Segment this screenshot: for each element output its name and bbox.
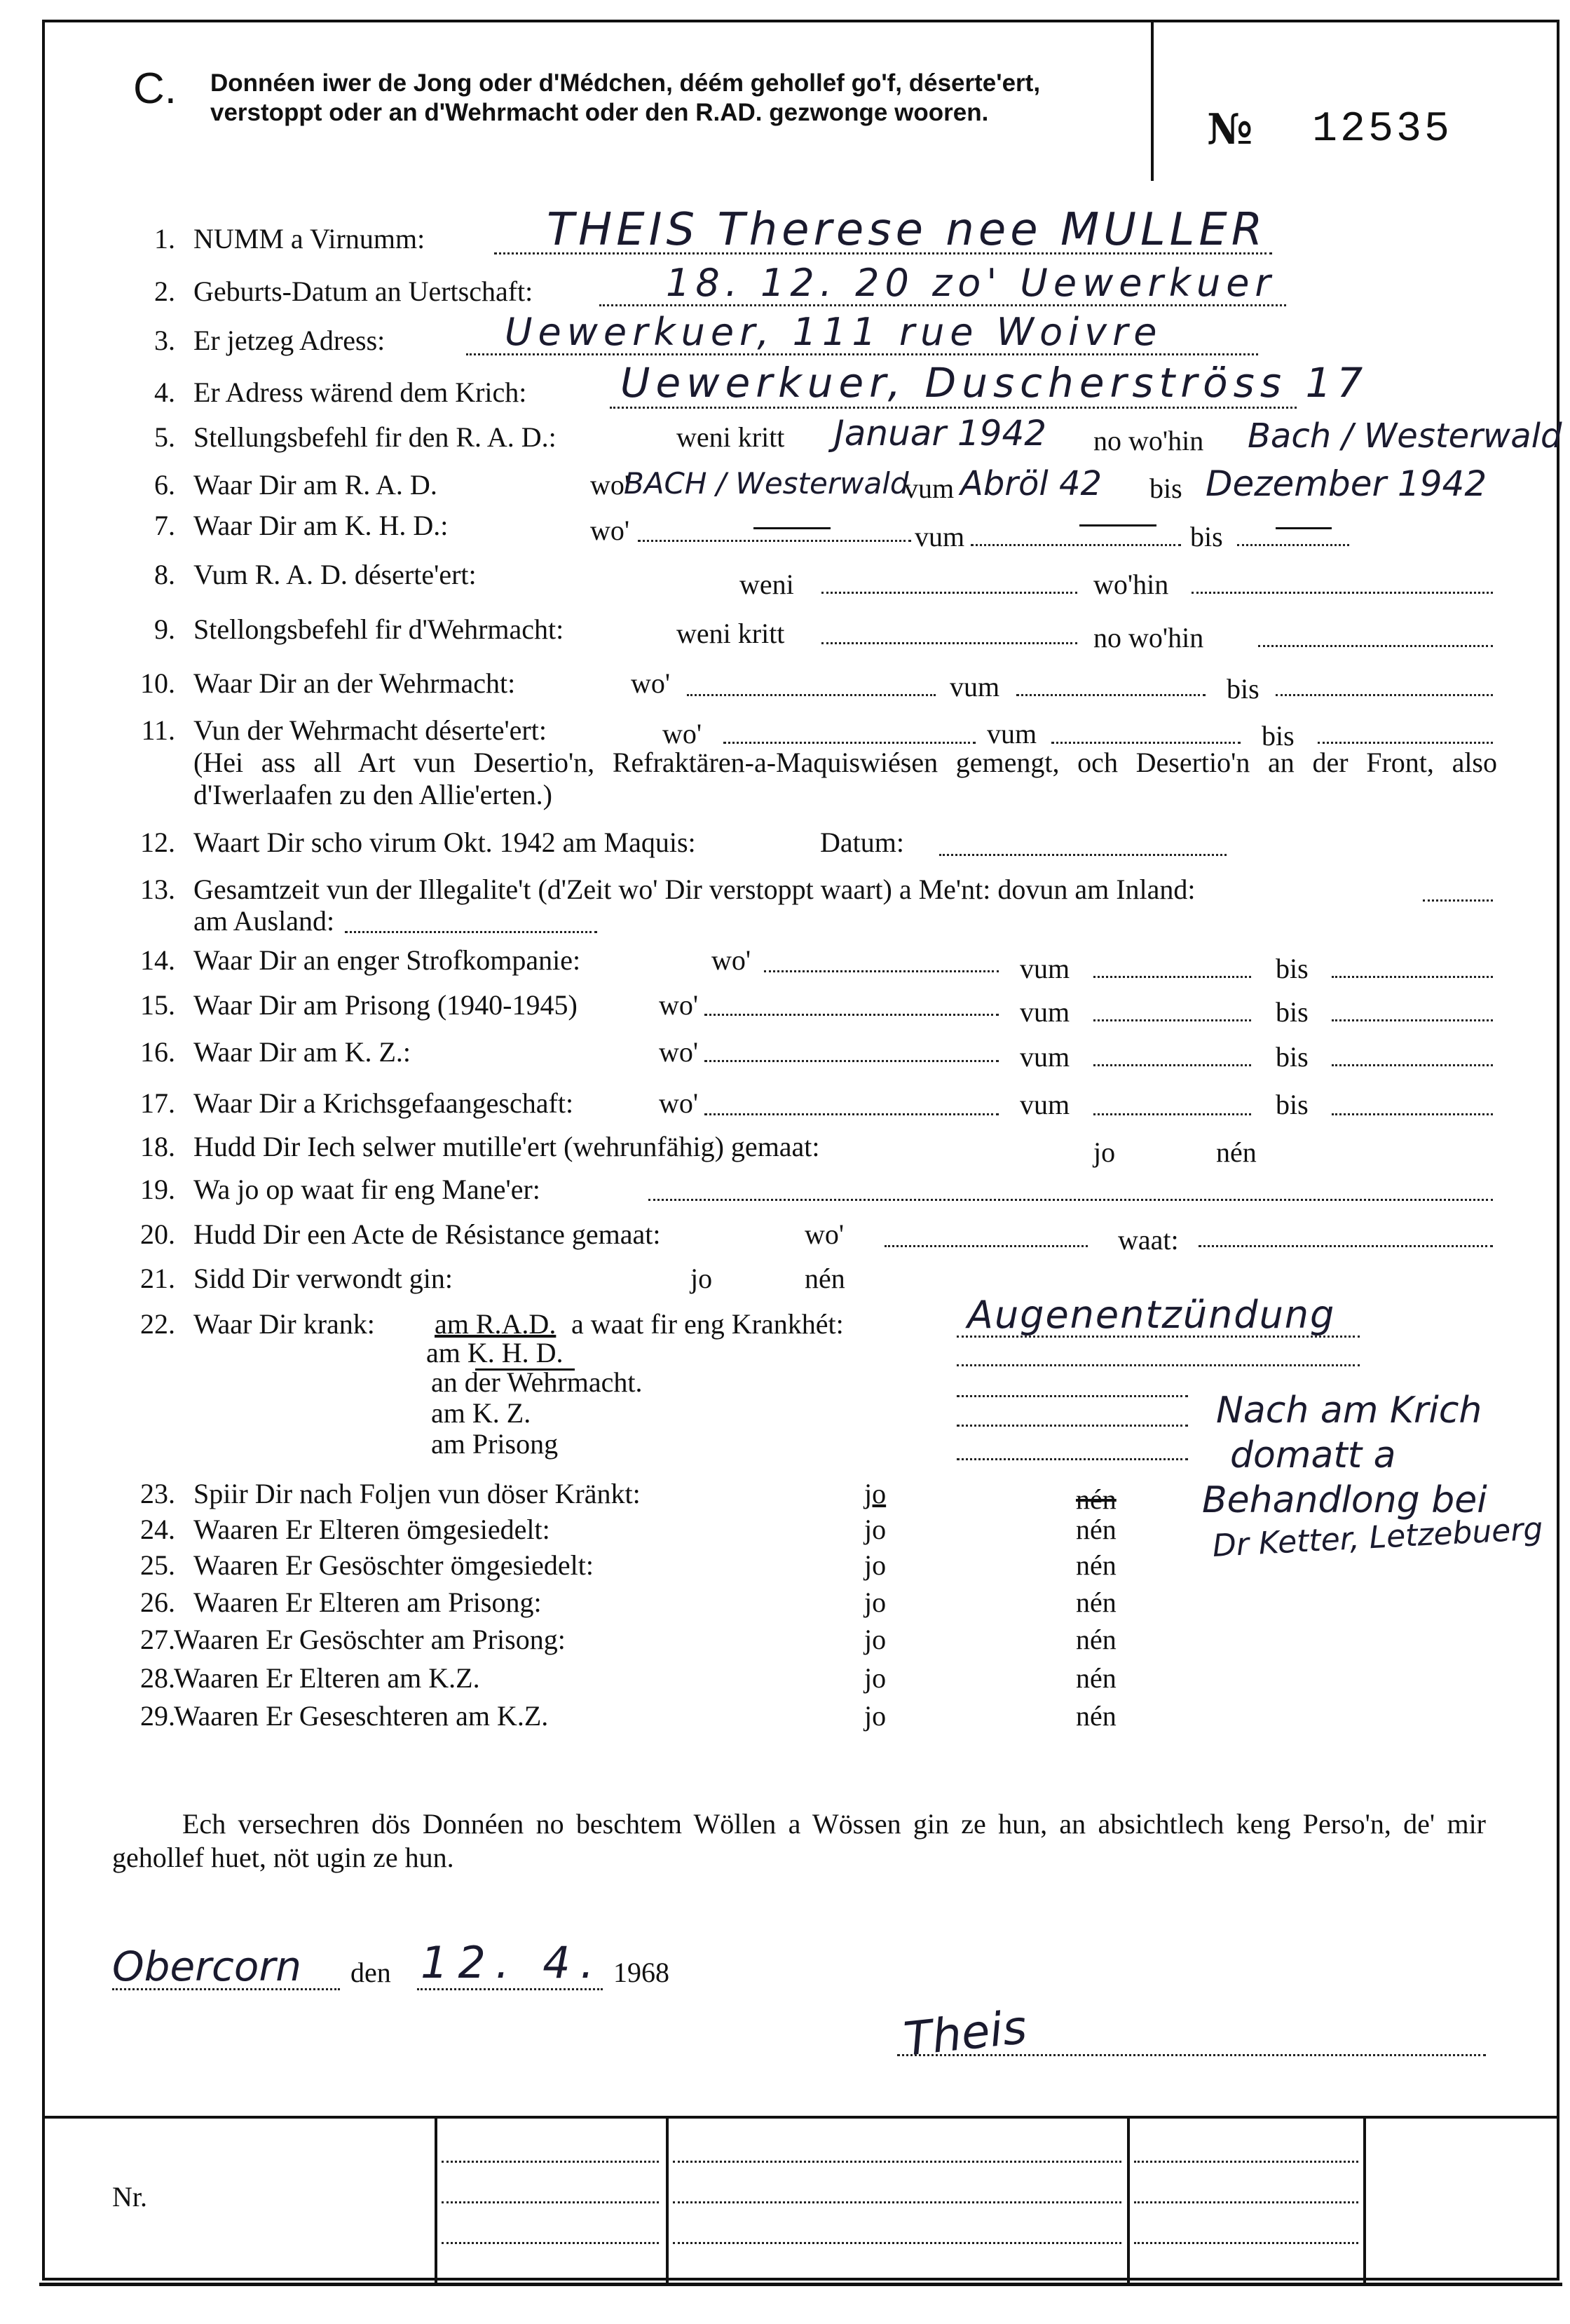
q11-note: (Hei ass all Art vun Desertio'n, Refraktären-a-Maquiswiésen gemengt, och Desertio'n an der Front, also d'Iwerlaafen zu den Allie'erten.) [193, 747, 1497, 810]
q22-kz: am K. Z. [431, 1397, 531, 1429]
q13-abroad-line [345, 931, 597, 933]
signature: Theis [901, 1999, 1030, 2067]
q26-label: Waaren Er Elteren am Prisong: [193, 1586, 542, 1618]
q15-where-line [704, 1014, 999, 1016]
q16-number: 16. [140, 1036, 175, 1068]
q27-number: 27. [140, 1624, 175, 1655]
q14-number: 14. [140, 944, 175, 976]
q23-no: nén [1076, 1483, 1117, 1515]
q22-number: 22. [140, 1308, 175, 1340]
q4-label: Er Adress wärend dem Krich: [193, 376, 527, 408]
q11-from-label: vum [987, 718, 1037, 749]
q7-dash-3 [1276, 527, 1332, 529]
q4-number: 4. [154, 376, 175, 408]
place-answer: Obercorn [112, 1943, 301, 1990]
q20-what-line [1199, 1245, 1493, 1247]
q5-where-label: no wo'hin [1093, 425, 1204, 456]
q7-where-line [638, 540, 911, 542]
q7-where-label: wo' [590, 515, 630, 546]
footer-col-2 [666, 2116, 669, 2283]
q10-from-label: vum [950, 671, 1000, 702]
q5-when-answer: Januar 1942 [834, 413, 1047, 454]
q13-label: Gesamtzeit vun der Illegalite't (d'Zeit wo' Dir verstoppt waart) a Me'nt: dovun am Inland: [193, 874, 1196, 905]
form-number: 12535 [1312, 106, 1453, 154]
q16-to-line [1332, 1064, 1493, 1066]
q24-yes: jo [864, 1514, 887, 1545]
q10-from-line [1016, 694, 1206, 696]
footer-dots-a1 [442, 2161, 659, 2163]
q17-number: 17. [140, 1087, 175, 1119]
q15-number: 15. [140, 989, 175, 1021]
q7-to-line [1237, 544, 1349, 546]
q17-from-line [1093, 1113, 1251, 1115]
footer-rule [42, 2116, 1559, 2119]
q11-where-line [723, 742, 976, 744]
q6-from-answer: Abröl 42 [960, 464, 1103, 503]
q29-yes: jo [864, 1700, 887, 1732]
note-line-4: Dr Ketter, Letzebuerg [1211, 1511, 1544, 1564]
section-letter: C. [133, 64, 177, 113]
note-line-3: Behandlong bei [1202, 1479, 1487, 1521]
q8-where-line [1192, 592, 1493, 594]
q13-abroad-label: am Ausland: [193, 905, 335, 937]
q28-label: Waaren Er Elteren am K.Z. [174, 1662, 480, 1694]
q2-number: 2. [154, 276, 175, 307]
q22-prisong: am Prisong [431, 1428, 559, 1460]
q7-from-label: vum [915, 521, 965, 552]
q19-label: Wa jo op waat fir eng Mane'er: [193, 1174, 540, 1205]
q1-label: NUMM a Virnumm: [193, 223, 425, 254]
q29-no: nén [1076, 1700, 1117, 1732]
q28-no: nén [1076, 1662, 1117, 1694]
q22-line-3 [957, 1395, 1188, 1397]
q11-to-line [1318, 742, 1493, 744]
q8-number: 8. [154, 559, 175, 590]
q14-where-line [764, 970, 999, 972]
q3-answer: Uewerkuer, 111 rue Woivre [505, 310, 1163, 354]
q9-label: Stellongsbefehl fir d'Wehrmacht: [193, 613, 564, 645]
note-line-2: domatt a [1230, 1434, 1396, 1476]
q7-dash-2 [1079, 524, 1156, 526]
q16-where-label: wo' [659, 1036, 699, 1068]
q28-number: 28. [140, 1662, 175, 1694]
place-line [112, 1988, 340, 1990]
q11-label: Vun der Wehrmacht déserte'ert: [193, 714, 547, 746]
footer-dots-a2 [442, 2201, 659, 2203]
q11-from-line [1051, 742, 1241, 744]
q14-where-label: wo' [711, 944, 751, 976]
q22-line-5 [957, 1458, 1188, 1460]
q29-number: 29. [140, 1700, 175, 1732]
footer-dots-c2 [1134, 2201, 1358, 2203]
q27-no: nén [1076, 1624, 1117, 1655]
q2-label: Geburts-Datum an Uertschaft: [193, 276, 533, 307]
date-line [417, 1988, 603, 1990]
footer-dots-b1 [673, 2161, 1121, 2163]
footer-col-4 [1363, 2116, 1366, 2283]
q14-to-label: bis [1276, 953, 1309, 984]
q17-to-line [1332, 1113, 1493, 1115]
q10-label: Waar Dir an der Wehrmacht: [193, 667, 516, 699]
q19-line [648, 1199, 1493, 1201]
q9-where-label: no wo'hin [1093, 622, 1204, 653]
q20-what-label: waat: [1118, 1224, 1179, 1256]
q22-illness-answer: Augenentzündung [967, 1293, 1336, 1337]
q26-yes: jo [864, 1586, 887, 1618]
q21-no: nén [805, 1263, 845, 1294]
q8-when-line [821, 592, 1077, 594]
q7-label: Waar Dir am K. H. D.: [193, 510, 449, 541]
q5-label: Stellungsbefehl fir den R. A. D.: [193, 421, 557, 453]
q16-where-line [704, 1060, 999, 1062]
q3-label: Er jetzeg Adress: [193, 325, 385, 356]
q17-to-label: bis [1276, 1089, 1309, 1120]
q18-number: 18. [140, 1131, 175, 1162]
q9-where-line [1258, 645, 1493, 647]
q10-where-label: wo' [631, 667, 671, 699]
q26-no: nén [1076, 1586, 1117, 1618]
q27-yes: jo [864, 1624, 887, 1655]
q10-to-line [1276, 694, 1493, 696]
footer-dots-c1 [1134, 2161, 1358, 2163]
q24-number: 24. [140, 1514, 175, 1545]
q11-to-label: bis [1262, 720, 1295, 752]
q13-number: 13. [140, 874, 175, 905]
q17-where-line [704, 1113, 999, 1115]
footer-dots-c3 [1134, 2242, 1358, 2244]
q12-date-line [939, 854, 1227, 856]
q4-answer: Uewerkuer, Duscherströss 17 [620, 359, 1369, 407]
number-symbol: № [1207, 105, 1253, 154]
q11-number: 11. [141, 714, 175, 746]
q24-no: nén [1076, 1514, 1117, 1545]
q18-yes: jo [1093, 1136, 1116, 1168]
q15-from-label: vum [1020, 996, 1070, 1028]
q6-to-label: bis [1149, 473, 1182, 504]
q8-where-label: wo'hin [1093, 569, 1169, 600]
declaration-text: Ech versechren dös Donnéen no beschtem Wöllen a Wössen gin ze hun, an absichtlech keng Perso'n, de' mir gehollef huet, nöt ugin ze hun. [112, 1808, 1486, 1873]
q5-where-answer: Bach / Westerwald [1248, 416, 1562, 456]
q16-from-line [1093, 1064, 1251, 1066]
q6-where-answer: BACH / Westerwald [624, 466, 909, 501]
footer-dots-a3 [442, 2242, 659, 2244]
q29-label: Waaren Er Geseschteren am K.Z. [174, 1700, 549, 1732]
q25-label: Waaren Er Gesöschter ömgesiedelt: [193, 1549, 594, 1581]
q11-where-label: wo' [662, 718, 702, 749]
year-label: 1968 [613, 1957, 669, 1988]
header-divider [1151, 20, 1154, 181]
q14-to-line [1332, 976, 1493, 978]
q15-label: Waar Dir am Prisong (1940-1945) [193, 989, 578, 1021]
q18-label: Hudd Dir Iech selwer mutille'ert (wehrunfähig) gemaat: [193, 1131, 820, 1162]
q21-label: Sidd Dir verwondt gin: [193, 1263, 453, 1294]
q22-wehrmacht: an der Wehrmacht. [431, 1366, 643, 1398]
q12-number: 12. [140, 827, 175, 858]
q15-to-line [1332, 1019, 1493, 1021]
den-label: den [350, 1957, 391, 1988]
q12-label: Waart Dir scho virum Okt. 1942 am Maquis: [193, 827, 696, 858]
q22-line-2 [957, 1364, 1360, 1366]
q8-label: Vum R. A. D. déserte'ert: [193, 559, 477, 590]
q26-number: 26. [140, 1586, 175, 1618]
q17-label: Waar Dir a Krichsgefaangeschaft: [193, 1087, 574, 1119]
q19-number: 19. [140, 1174, 175, 1205]
signature-line [897, 2054, 1486, 2056]
q16-label: Waar Dir am K. Z.: [193, 1036, 411, 1068]
q22-illness-label: a waat fir eng Krankhét: [571, 1308, 844, 1340]
q21-number: 21. [140, 1263, 175, 1294]
date-answer: 12. 4. [421, 1937, 604, 1988]
q9-number: 9. [154, 613, 175, 645]
q6-number: 6. [154, 469, 175, 501]
footer-dots-b2 [673, 2201, 1121, 2203]
q22-khd: am K. H. D. [426, 1337, 564, 1368]
q20-number: 20. [140, 1218, 175, 1250]
q22-line-4 [957, 1425, 1188, 1427]
q12-date-label: Datum: [820, 827, 904, 858]
q23-label: Spiir Dir nach Foljen vun döser Kränkt: [193, 1478, 641, 1509]
q27-label: Waaren Er Gesöschter am Prisong: [174, 1624, 566, 1655]
q23-yes: jo [864, 1478, 887, 1509]
q1-answer: THEIS Therese nee MULLER [547, 204, 1267, 256]
q6-label: Waar Dir am R. A. D. [193, 469, 437, 501]
q16-from-label: vum [1020, 1041, 1070, 1073]
q13-inland-line [1423, 899, 1493, 902]
q22-label: Waar Dir krank: [193, 1308, 375, 1340]
q9-when-label: weni kritt [676, 618, 785, 649]
q15-where-label: wo' [659, 989, 699, 1021]
q10-to-label: bis [1227, 673, 1260, 705]
footer-col-1 [435, 2116, 437, 2283]
q5-when-label: weni kritt [676, 421, 785, 453]
q6-where-label: wo' [590, 469, 630, 501]
q7-to-label: bis [1190, 521, 1223, 552]
q17-where-label: wo' [659, 1087, 699, 1119]
q14-from-line [1093, 976, 1251, 978]
q7-number: 7. [154, 510, 175, 541]
q8-when-label: weni [739, 569, 794, 600]
q6-to-answer: Dezember 1942 [1206, 463, 1487, 504]
q18-no: nén [1216, 1136, 1257, 1168]
q16-to-label: bis [1276, 1041, 1309, 1073]
q20-label: Hudd Dir een Acte de Résistance gemaat: [193, 1218, 661, 1250]
q24-label: Waaren Er Elteren ömgesiedelt: [193, 1514, 550, 1545]
q9-when-line [821, 642, 1077, 644]
q25-no: nén [1076, 1549, 1117, 1581]
q4-line [610, 407, 1297, 409]
footer-dots-b3 [673, 2242, 1121, 2244]
q20-where-label: wo' [805, 1218, 845, 1250]
q20-where-line [885, 1245, 1088, 1247]
q6-from-label: vum [904, 473, 955, 504]
q10-where-line [687, 694, 936, 696]
q2-answer: 18. 12. 20 zo' Uewerkuer [666, 261, 1276, 305]
frame-bottom-rule [39, 2283, 1562, 2286]
q21-yes: jo [690, 1263, 713, 1294]
note-line-1: Nach am Krich [1216, 1389, 1482, 1432]
nr-label: Nr. [112, 2181, 147, 2213]
q7-dash-1 [753, 527, 831, 529]
q17-from-label: vum [1020, 1089, 1070, 1120]
form-title: Donnéen iwer de Jong oder d'Médchen, déém gehollef go'f, déserte'ert, verstoppt oder an d'Wehrmacht oder den R.AD. gezwonge wooren. [210, 69, 1041, 126]
q15-to-label: bis [1276, 996, 1309, 1028]
q7-from-line [971, 544, 1181, 546]
q22-rad: am R.A.D. [435, 1308, 557, 1340]
q25-yes: jo [864, 1549, 887, 1581]
q25-number: 25. [140, 1549, 175, 1581]
footer-col-3 [1127, 2116, 1130, 2283]
q28-yes: jo [864, 1662, 887, 1694]
q1-number: 1. [154, 223, 175, 254]
q15-from-line [1093, 1019, 1251, 1021]
q23-number: 23. [140, 1478, 175, 1509]
q10-number: 10. [140, 667, 175, 699]
q5-number: 5. [154, 421, 175, 453]
q14-label: Waar Dir an enger Strofkompanie: [193, 944, 581, 976]
q3-number: 3. [154, 325, 175, 356]
q14-from-label: vum [1020, 953, 1070, 984]
